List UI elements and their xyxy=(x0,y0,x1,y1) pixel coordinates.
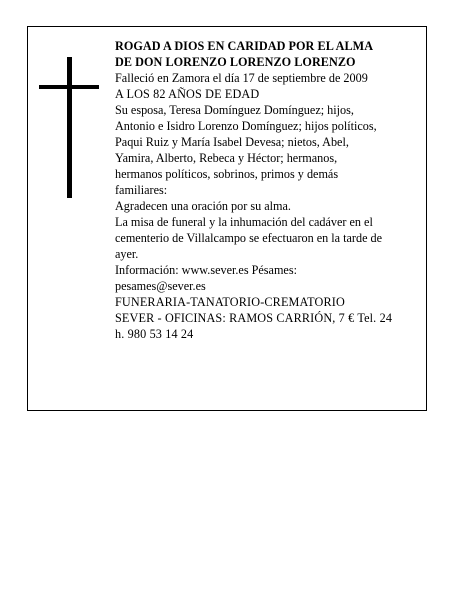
funeral-home-line-1: FUNERARIA-TANATORIO-CREMATORIO xyxy=(115,295,345,309)
family-line-3: Paqui Ruiz y María Isabel Devesa; nietos, Abel, xyxy=(115,135,349,149)
funeral-home-line-2: SEVER - OFICINAS: RAMOS CARRIÓN, 7 € Tel. 24 xyxy=(115,311,393,325)
family-line-6: familiares: xyxy=(115,183,168,197)
notice-heading-line-1: ROGAD A DIOS EN CARIDAD POR EL ALMA xyxy=(115,39,374,53)
cross-icon-crossbar xyxy=(39,85,99,89)
funeral-line-2: cementerio de Villalcampo se efectuaron en la tarde de xyxy=(115,231,383,245)
gratitude-line: Agradecen una oración por su alma. xyxy=(115,199,291,213)
funeral-line-3: ayer. xyxy=(115,247,139,261)
family-line-1: Su esposa, Teresa Domínguez Domínguez; hijos, xyxy=(115,103,354,117)
family-line-2: Antonio e Isidro Lorenzo Domínguez; hijos políticos, xyxy=(115,119,377,133)
funeral-line-1: La misa de funeral y la inhumación del cadáver en el xyxy=(115,215,373,229)
age-line: A LOS 82 AÑOS DE EDAD xyxy=(115,87,260,101)
notice-text xyxy=(115,38,425,342)
obituary-notice xyxy=(27,26,427,411)
info-line-1: Información: www.sever.es Pésames: xyxy=(115,263,297,277)
family-line-5: hermanos políticos, sobrinos, primos y demás xyxy=(115,167,339,181)
family-line-4: Yamira, Alberto, Rebeca y Héctor; hermanos, xyxy=(115,151,338,165)
cross-icon xyxy=(67,57,72,198)
notice-heading-line-2: DE DON LORENZO LORENZO LORENZO xyxy=(115,55,356,69)
info-line-2: pesames@sever.es xyxy=(115,279,206,293)
funeral-home-line-3: h. 980 53 14 24 xyxy=(115,327,194,341)
death-date-line: Falleció en Zamora el día 17 de septiembre de 2009 xyxy=(115,71,368,85)
